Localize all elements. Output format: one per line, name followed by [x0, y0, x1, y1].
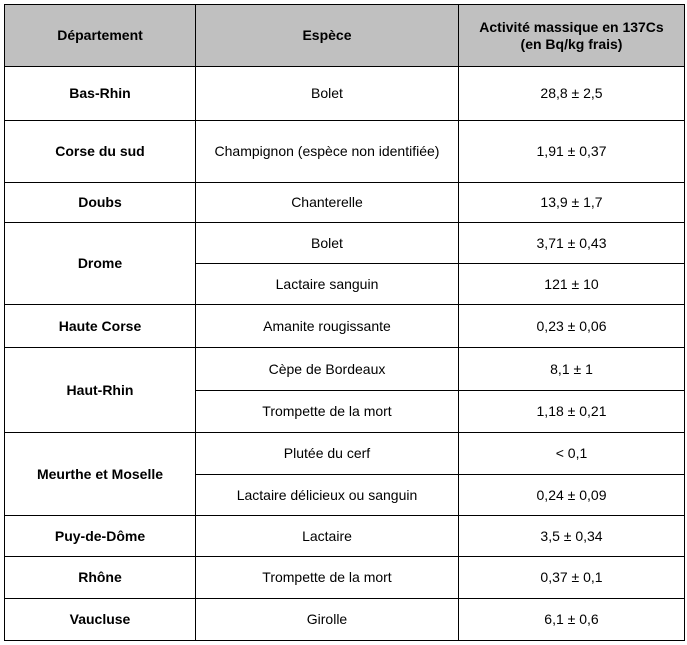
header-activity: [459, 5, 685, 67]
species-cell: Trompette de la mort: [196, 557, 459, 599]
activity-cell: < 0,1: [459, 433, 685, 475]
department-cell: Drome: [5, 223, 196, 305]
department-cell: Vaucluse: [5, 599, 196, 641]
activity-cell: 0,37 ± 0,1: [459, 557, 685, 599]
table-row: [5, 557, 685, 599]
activity-cell: 3,5 ± 0,34: [459, 516, 685, 557]
activity-cell: 3,71 ± 0,43: [459, 223, 685, 264]
activity-cell: 1,91 ± 0,37: [459, 121, 685, 183]
activity-cell: 13,9 ± 1,7: [459, 183, 685, 223]
department-cell: Puy-de-Dôme: [5, 516, 196, 557]
species-cell: Trompette de la mort: [196, 391, 459, 433]
species-cell: Chanterelle: [196, 183, 459, 223]
table-header-row: [5, 5, 685, 67]
cesium-activity-table: [4, 4, 685, 641]
activity-cell: 0,24 ± 0,09: [459, 475, 685, 516]
table-row: [5, 67, 685, 121]
department-cell: Corse du sud: [5, 121, 196, 183]
species-cell: Lactaire délicieux ou sanguin: [196, 475, 459, 516]
header-activity-line2: (en Bq/kg frais): [520, 35, 623, 52]
species-cell: Bolet: [196, 223, 459, 264]
species-cell: Girolle: [196, 599, 459, 641]
species-cell: Plutée du cerf: [196, 433, 459, 475]
table-row: [5, 223, 685, 264]
activity-cell: 6,1 ± 0,6: [459, 599, 685, 641]
table-row: [5, 599, 685, 641]
department-cell: Doubs: [5, 183, 196, 223]
department-cell: Haute Corse: [5, 305, 196, 348]
department-cell: Rhône: [5, 557, 196, 599]
table-row: [5, 348, 685, 391]
activity-cell: 121 ± 10: [459, 264, 685, 305]
header-department: Département: [5, 5, 196, 67]
department-cell: Bas-Rhin: [5, 67, 196, 121]
table-row: [5, 433, 685, 475]
header-species: Espèce: [196, 5, 459, 67]
species-cell: Lactaire: [196, 516, 459, 557]
species-cell: Cèpe de Bordeaux: [196, 348, 459, 391]
table-row: [5, 305, 685, 348]
activity-cell: 1,18 ± 0,21: [459, 391, 685, 433]
department-cell: Meurthe et Moselle: [5, 433, 196, 516]
species-cell: Bolet: [196, 67, 459, 121]
table-row: [5, 516, 685, 557]
department-cell: Haut-Rhin: [5, 348, 196, 433]
species-cell: Champignon (espèce non identifiée): [196, 121, 459, 183]
table-row: [5, 121, 685, 183]
activity-cell: 0,23 ± 0,06: [459, 305, 685, 348]
species-cell: Lactaire sanguin: [196, 264, 459, 305]
table-row: [5, 183, 685, 223]
header-activity-line1: Activité massique en 137Cs: [479, 18, 664, 35]
activity-cell: 28,8 ± 2,5: [459, 67, 685, 121]
activity-cell: 8,1 ± 1: [459, 348, 685, 391]
species-cell: Amanite rougissante: [196, 305, 459, 348]
